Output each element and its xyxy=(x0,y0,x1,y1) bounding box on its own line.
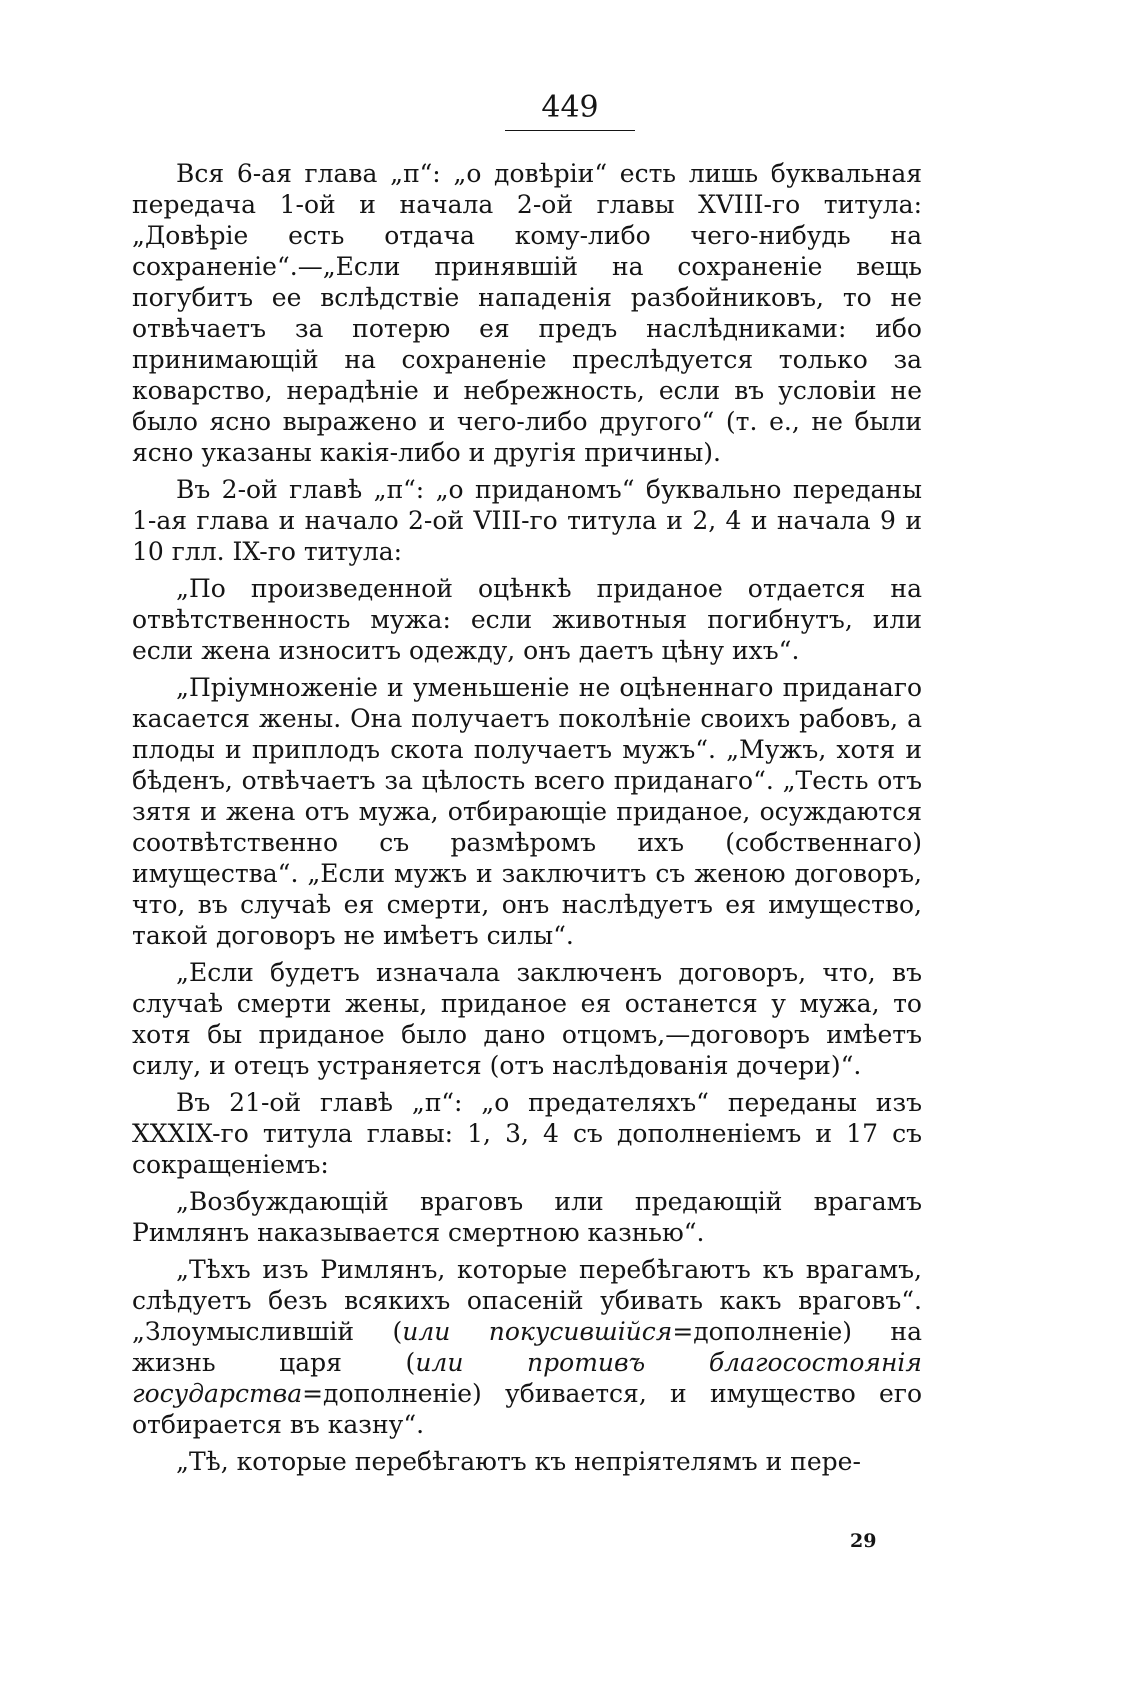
paragraph-text: „Пріумноженіе и уменьшеніе не оцѣненнаго приданаго касается жены. Она получаетъ поколѣніе своихъ рабовъ, а плоды и приплодъ скота получаетъ мужъ“. „Мужъ, хотя и бѣденъ, отвѣчаетъ за цѣлость всего приданаго“. „Тесть отъ зятя и жена отъ мужа, отбирающіе приданое, осуждаются соотвѣтственно съ размѣромъ ихъ (собственнаго) имущества“. „Если мужъ и заключитъ съ женою договоръ, что, въ случаѣ ея смерти, онъ наслѣдуетъ ея имущество, такой договоръ не имѣетъ силы“. xyxy=(132,673,922,950)
paragraph-text: „По произведенной оцѣнкѣ приданое отдается на отвѣтственность мужа: если животныя погибнутъ, или если жена износитъ одежду, онъ даетъ цѣну ихъ“. xyxy=(132,574,922,665)
paragraph xyxy=(132,1186,922,1248)
paragraph-text: „Тѣхъ изъ Римлянъ, которые перебѣгаютъ къ врагамъ, слѣдуетъ безъ всякихъ опасеній убивать какъ враговъ“. „Злоумыслившій ( xyxy=(132,1255,922,1346)
paragraph xyxy=(132,957,922,1081)
signature-mark: 29 xyxy=(850,1530,877,1552)
paragraph-text: „Если будетъ изначала заключенъ договоръ, что, въ случаѣ смерти жены, приданое ея останется у мужа, то хотя бы приданое было дано отцомъ,—договоръ имѣетъ силу, и отецъ устраняется (отъ наслѣдованія дочери)“. xyxy=(132,958,922,1080)
paragraph-text: „Возбуждающій враговъ или предающій врагамъ Римлянъ наказывается смертною казнью“. xyxy=(132,1187,922,1247)
paragraph xyxy=(132,672,922,951)
paragraph-text: „Тѣ, которые перебѣгаютъ къ непріятелямъ и пере- xyxy=(176,1447,861,1476)
page-number-text: 449 xyxy=(505,88,634,131)
paragraph-text: Въ 2-ой главѣ „π“: „о приданомъ“ буквально переданы 1-ая глава и начало 2-ой VIII-го титула и 2, 4 и начала 9 и 10 глл. IX-го титула: xyxy=(132,475,922,566)
page-number xyxy=(0,88,1140,131)
paragraph xyxy=(132,1446,922,1477)
paragraph xyxy=(132,158,922,468)
paragraph xyxy=(132,1087,922,1180)
italic-text: или покусившійся xyxy=(402,1317,673,1346)
paragraph xyxy=(132,474,922,567)
italic-text: или противъ благосостоянія государства xyxy=(132,1348,922,1408)
paragraph-text: Вся 6-ая глава „π“: „о довѣріи“ есть лишь буквальная передача 1-ой и начала 2-ой главы XVIII-го титула: „Довѣріе есть отдача кому-либо чего-нибудь на сохраненіе“.—„Если принявшій на сохраненіе вещь погубитъ ее вслѣдствіе нападенія разбойниковъ, то не отвѣчаетъ за потерю ея предъ наслѣдниками: ибо принимающій на сохраненіе преслѣдуется только за коварство, нерадѣніе и небрежность, если въ условіи не было ясно выражено и чего-либо другого“ (т. е., не были ясно указаны какія-либо и другія причины). xyxy=(132,159,922,467)
paragraph xyxy=(132,573,922,666)
body-text xyxy=(132,158,922,1483)
paragraph-text: Въ 21-ой главѣ „π“: „о предателяхъ“ переданы изъ XXXIX-го титула главы: 1, 3, 4 съ дополненіемъ и 17 съ сокращеніемъ: xyxy=(132,1088,922,1179)
paragraph-text: =дополненіе) на жизнь царя ( xyxy=(132,1317,922,1377)
paragraph xyxy=(132,1254,922,1440)
paragraph-text: =дополненіе) убивается, и имущество его отбирается въ казну“. xyxy=(132,1379,922,1439)
